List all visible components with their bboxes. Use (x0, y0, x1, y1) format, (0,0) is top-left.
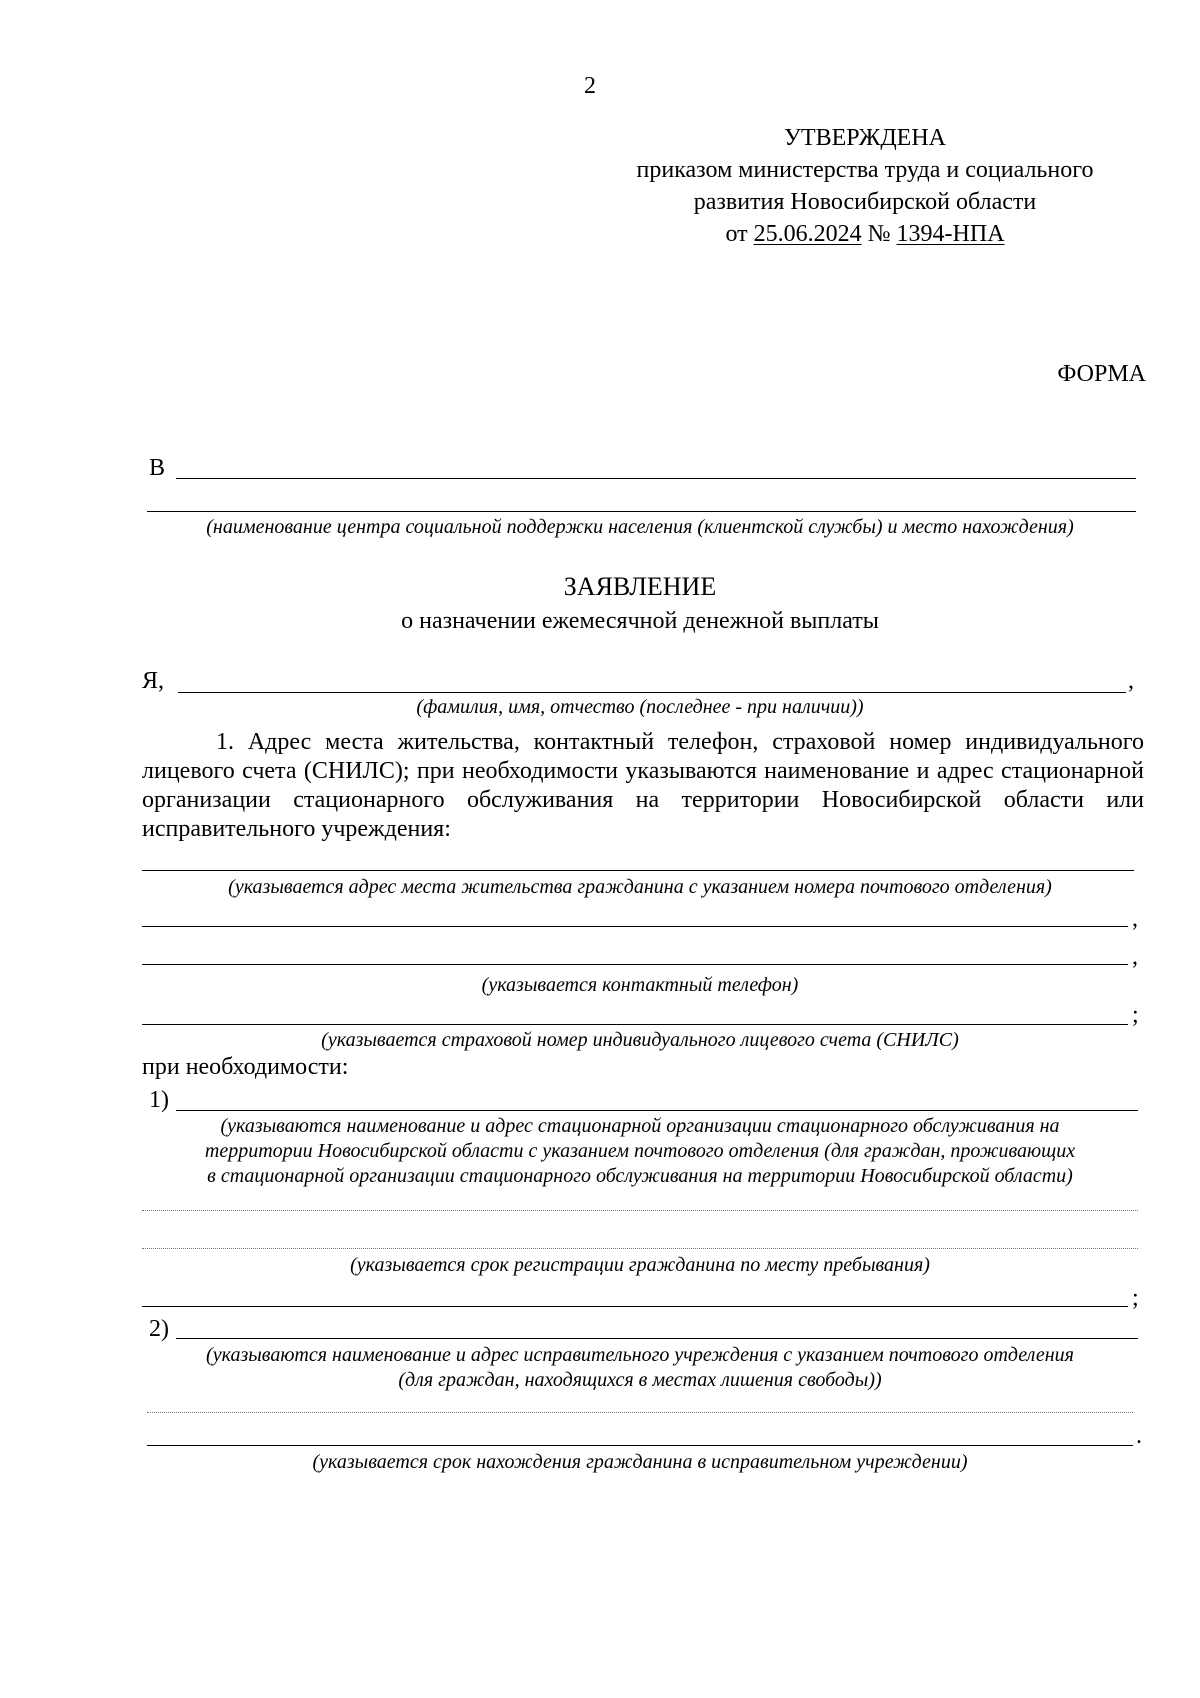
prison-period-caption: (указывается срок нахождения гражданина в исправительном учреждении) (312, 1451, 968, 1473)
care-organization-caption-2: территории Новосибирской области с указанием почтового отделения (для граждан, проживающих (204, 1140, 1076, 1162)
sub-item-1-label: 1) (149, 1087, 169, 1113)
form-label: ФОРМА (1057, 361, 1146, 387)
applicant-comma: , (1128, 668, 1134, 694)
if-needed-label: при необходимости: (142, 1054, 349, 1080)
phone-caption: (указывается контактный телефон) (481, 974, 799, 996)
address-caption: (указывается адрес места жительства гражданина с указанием номера почтового отделения) (228, 876, 1052, 898)
correctional-institution-caption-2: (для граждан, находящихся в местах лишения свободы)) (398, 1369, 882, 1391)
recipient-name-field[interactable] (176, 478, 1136, 479)
item1-text-line-4: исправительного учреждения: (142, 816, 451, 842)
approval-line-2: развития Новосибирской области (693, 189, 1037, 215)
correctional-institution-field[interactable] (176, 1338, 1138, 1339)
recipient-caption: (наименование центра социальной поддержки населения (клиентской службы) и место нахождения) (206, 516, 1074, 538)
stay-period-caption: (указывается срок регистрации гражданина по месту пребывания) (350, 1254, 930, 1276)
approval-date-line (600, 220, 1130, 248)
phone-comma: , (1132, 944, 1138, 970)
care-organization-field[interactable] (176, 1110, 1138, 1111)
recipient-location-field[interactable] (147, 511, 1136, 512)
document-title: ЗАЯВЛЕНИЕ (563, 572, 717, 601)
item1-text-line-1: 1. Адрес места жительства, контактный телефон, страховой номер индивидуального (216, 729, 1144, 755)
stay-period-field[interactable] (142, 1306, 1128, 1307)
document-subtitle: о назначении ежемесячной денежной выплаты (401, 608, 879, 634)
applicant-caption: (фамилия, имя, отчество (последнее - при наличии)) (416, 696, 864, 718)
address-field[interactable] (142, 870, 1134, 871)
phone-field[interactable] (142, 964, 1128, 965)
prison-period-field[interactable] (147, 1445, 1133, 1446)
snils-caption: (указывается страховой номер индивидуального лицевого счета (СНИЛС) (321, 1029, 959, 1051)
page-number: 2 (584, 73, 596, 99)
approval-line-1: приказом министерства труда и социального (636, 157, 1094, 183)
address-comma: , (1132, 906, 1138, 932)
care-organization-caption-3: в стационарной организации стационарного обслуживания на территории Новосибирской области) (207, 1165, 1073, 1187)
item1-text-line-2: лицевого счета (СНИЛС); при необходимости указываются наименование и адрес стационарной (142, 758, 1144, 784)
approval-number: 1394-НПА (896, 221, 1005, 247)
recipient-prefix: В (149, 455, 166, 481)
applicant-prefix: Я, (142, 668, 165, 694)
item1-text-line-3: организации стационарного обслуживания на территории Новосибирской области или (142, 787, 1144, 813)
approval-date-prefix: от (725, 221, 748, 247)
care-organization-dotted-line-2[interactable] (142, 1248, 1138, 1249)
prison-period-end: . (1136, 1423, 1142, 1449)
care-organization-caption-1: (указываются наименование и адрес стационарной организации стационарного обслуживания на (220, 1115, 1060, 1137)
snils-semicolon: ; (1132, 1002, 1139, 1028)
snils-field[interactable] (142, 1024, 1128, 1025)
correctional-institution-caption-1: (указываются наименование и адрес исправительного учреждения с указанием почтового отделения (206, 1344, 1074, 1366)
approval-heading: УТВЕРЖДЕНА (783, 125, 947, 151)
correctional-institution-dotted-line[interactable] (147, 1412, 1133, 1413)
sub-item-2-label: 2) (149, 1316, 169, 1342)
approval-number-sign: № (867, 221, 891, 247)
stay-period-semicolon: ; (1132, 1285, 1139, 1311)
address-field-continued[interactable] (142, 926, 1128, 927)
approval-date: 25.06.2024 (753, 221, 862, 247)
applicant-name-field[interactable] (178, 692, 1126, 693)
care-organization-dotted-line-1[interactable] (142, 1210, 1138, 1211)
